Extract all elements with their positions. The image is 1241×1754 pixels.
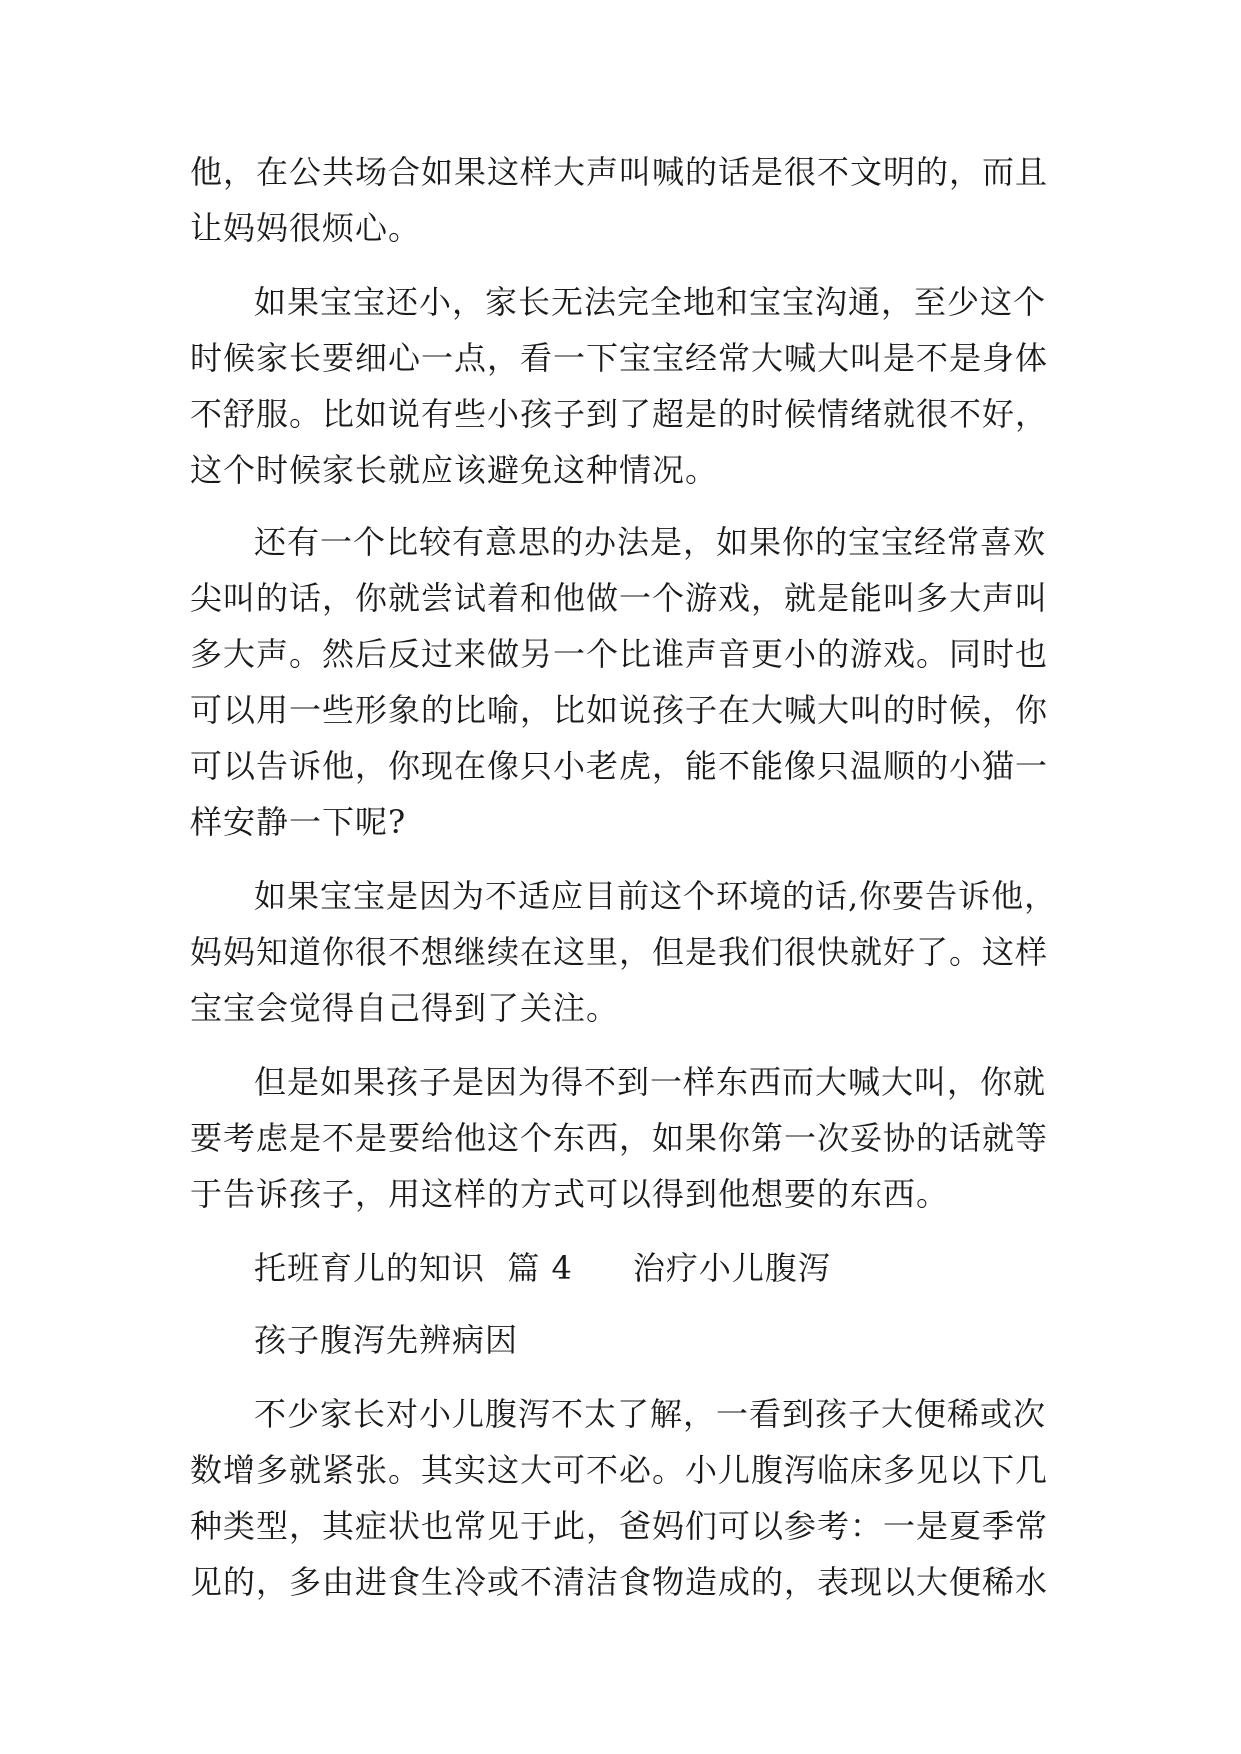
text-line: 可以告诉他，你现在像只小老虎，能不能像只温顺的小猫一 <box>190 747 1049 785</box>
text-line: 宝宝会觉得自己得到了关注。 <box>190 989 620 1027</box>
paragraph-first-line: 如果宝宝还小，家长无法完全地和宝宝沟通，至少这个 <box>254 283 1047 321</box>
paragraph-first-line: 如果宝宝是因为不适应目前这个环境的话,你要告诉他， <box>254 877 1058 915</box>
paragraph-first-line: 还有一个比较有意思的办法是，如果你的宝宝经常喜欢 <box>254 523 1047 561</box>
section-heading-title: 托班育儿的知识 篇 4 <box>254 1249 573 1287</box>
section-heading-topic: 治疗小儿腹泻 <box>632 1249 831 1287</box>
text-line: 时候家长要细心一点，看一下宝宝经常大喊大叫是不是身体 <box>190 339 1049 377</box>
subheading: 孩子腹泻先辨病因 <box>254 1321 519 1359</box>
section-heading <box>254 1248 1070 1288</box>
text-line: 妈妈知道你很不想继续在这里，但是我们很快就好了。这样 <box>190 933 1049 971</box>
text-line: 他，在公共场合如果这样大声叫喊的话是很不文明的，而且 <box>190 153 1049 191</box>
paragraph-first-line: 但是如果孩子是因为得不到一样东西而大喊大叫，你就 <box>254 1063 1047 1101</box>
text-line: 种类型，其症状也常见于此，爸妈们可以参考：一是夏季常 <box>190 1507 1049 1545</box>
text-line: 让妈妈很烦心。 <box>190 209 422 247</box>
text-line: 数增多就紧张。其实这大可不必。小儿腹泻临床多见以下几 <box>190 1451 1049 1489</box>
text-line: 不舒服。比如说有些小孩子到了超是的时候情绪就很不好， <box>190 395 1049 433</box>
text-line: 样安静一下呢? <box>190 803 407 841</box>
text-line: 见的，多由进食生冷或不清洁食物造成的，表现以大便稀水 <box>190 1563 1049 1601</box>
text-line: 于告诉孩子，用这样的方式可以得到他想要的东西。 <box>190 1175 950 1213</box>
text-line: 多大声。然后反过来做另一个比谁声音更小的游戏。同时也 <box>190 635 1049 673</box>
paragraph-first-line: 不少家长对小儿腹泻不太了解，一看到孩子大便稀或次 <box>254 1395 1047 1433</box>
text-line: 尖叫的话，你就尝试着和他做一个游戏，就是能叫多大声叫 <box>190 579 1049 617</box>
text-line: 可以用一些形象的比喻，比如说孩子在大喊大叫的时候，你 <box>190 691 1049 729</box>
text-line: 这个时候家长就应该避免这种情况。 <box>190 451 719 489</box>
text-line: 要考虑是不是要给他这个东西，如果你第一次妥协的话就等 <box>190 1119 1049 1157</box>
